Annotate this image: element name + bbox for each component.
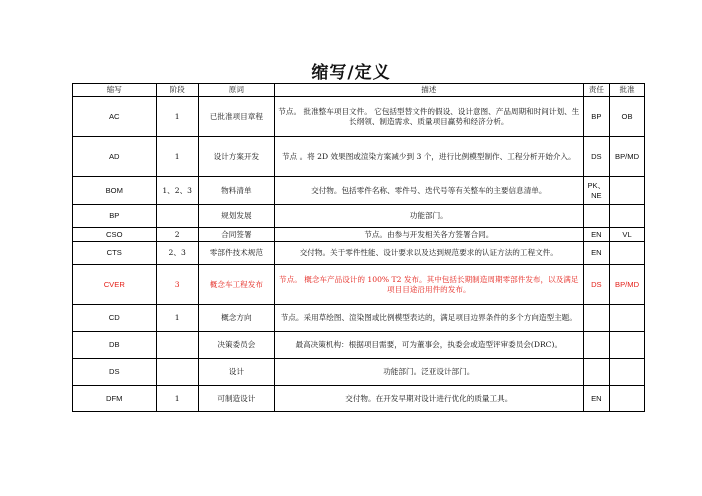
phase-cell	[156, 359, 198, 386]
table-header-row	[73, 84, 645, 97]
desc-cell: 节点。 批准整车项目文件。 它包括型替文件的假设、设计意图、产品周期和时间计划、生长纲领、制造需求、质量项目赢势和经济分析。	[274, 97, 583, 137]
phase-cell: 2、3	[156, 242, 198, 265]
owner-cell	[583, 305, 609, 332]
phase-cell: 2	[156, 228, 198, 242]
approve-cell: BP/MD	[610, 137, 645, 177]
owner-cell: EN	[583, 242, 609, 265]
desc-cell: 节点。 概念车产品设计的 100% T2 发布。其中包括长期制造周期零部件发布，以及满足项目目途沿用件的发布。	[274, 265, 583, 305]
owner-cell: DS	[583, 137, 609, 177]
abbr-cell: CSO	[73, 228, 157, 242]
desc-cell: 节点。采用草绘图、渲染图或比例模型表达的，满足项目边界条件的多个方向造型主题。	[274, 305, 583, 332]
table-row	[73, 228, 645, 242]
abbr-cell: DS	[73, 359, 157, 386]
approve-cell: VL	[610, 228, 645, 242]
desc-cell: 节点。由参与开发相关各方签署合同。	[274, 228, 583, 242]
approve-cell	[610, 386, 645, 412]
phase-cell: 1	[156, 97, 198, 137]
owner-cell: BP	[583, 97, 609, 137]
approve-cell	[610, 332, 645, 359]
phase-cell	[156, 332, 198, 359]
table-row	[73, 97, 645, 137]
table-body	[73, 97, 645, 412]
original-cell: 物料清单	[198, 177, 274, 205]
page-title: 缩写/定义	[311, 63, 391, 83]
abbr-cell: CTS	[73, 242, 157, 265]
original-cell: 设计方案开发	[198, 137, 274, 177]
table-row	[73, 332, 645, 359]
original-cell: 合同签署	[198, 228, 274, 242]
phase-cell: 3	[156, 265, 198, 305]
phase-cell: 1	[156, 305, 198, 332]
abbr-cell: BP	[73, 205, 157, 228]
approve-cell	[610, 359, 645, 386]
table-row	[73, 177, 645, 205]
header-owner: 责任	[583, 84, 609, 97]
owner-cell: EN	[583, 228, 609, 242]
abbr-cell: AC	[73, 97, 157, 137]
table-row	[73, 242, 645, 265]
owner-cell	[583, 359, 609, 386]
original-cell: 零部件技术规范	[198, 242, 274, 265]
original-cell: 概念方向	[198, 305, 274, 332]
desc-cell: 节点 。将 2D 效果图或渲染方案减少到 3 个，进行比例模型制作、工程分析开始介入。	[274, 137, 583, 177]
original-cell: 已批准项目章程	[198, 97, 274, 137]
header-description: 描述	[274, 84, 583, 97]
abbr-cell: DFM	[73, 386, 157, 412]
approve-cell	[610, 205, 645, 228]
header-abbr: 缩写	[73, 84, 157, 97]
table-row	[73, 386, 645, 412]
header-approve: 批准	[610, 84, 645, 97]
original-cell: 概念车工程发布	[198, 265, 274, 305]
phase-cell: 1	[156, 386, 198, 412]
approve-cell	[610, 177, 645, 205]
desc-cell: 交付物。关于零件性能、设计要求以及达到规范要求的认证方法的工程文件。	[274, 242, 583, 265]
desc-cell: 功能部门。	[274, 205, 583, 228]
header-original: 原词	[198, 84, 274, 97]
original-cell: 设计	[198, 359, 274, 386]
abbr-cell: CVER	[73, 265, 157, 305]
table-row	[73, 359, 645, 386]
table-row	[73, 265, 645, 305]
phase-cell	[156, 205, 198, 228]
owner-cell: DS	[583, 265, 609, 305]
owner-cell: PK、NE	[583, 177, 609, 205]
abbr-cell: BOM	[73, 177, 157, 205]
original-cell: 规划发展	[198, 205, 274, 228]
table-row	[73, 205, 645, 228]
approve-cell	[610, 305, 645, 332]
owner-cell	[583, 332, 609, 359]
approve-cell: BP/MD	[610, 265, 645, 305]
original-cell: 决策委员会	[198, 332, 274, 359]
desc-cell: 最高决策机构：根据项目需要，可为董事会，执委会或造型评审委员会(DRC)。	[274, 332, 583, 359]
header-phase: 阶段	[156, 84, 198, 97]
desc-cell: 交付物。包括零件名称、零件号、迭代号等有关整车的主要信息清单。	[274, 177, 583, 205]
desc-cell: 功能部门。泛亚设计部门。	[274, 359, 583, 386]
abbr-cell: DB	[73, 332, 157, 359]
abbr-cell: CD	[73, 305, 157, 332]
original-cell: 可制造设计	[198, 386, 274, 412]
approve-cell: OB	[610, 97, 645, 137]
phase-cell: 1、2、3	[156, 177, 198, 205]
owner-cell: EN	[583, 386, 609, 412]
desc-cell: 交付物。在开发早期对设计进行优化的质量工具。	[274, 386, 583, 412]
table-row	[73, 305, 645, 332]
phase-cell: 1	[156, 137, 198, 177]
approve-cell	[610, 242, 645, 265]
abbreviation-table	[72, 83, 645, 412]
table-row	[73, 137, 645, 177]
abbr-cell: AD	[73, 137, 157, 177]
owner-cell	[583, 205, 609, 228]
